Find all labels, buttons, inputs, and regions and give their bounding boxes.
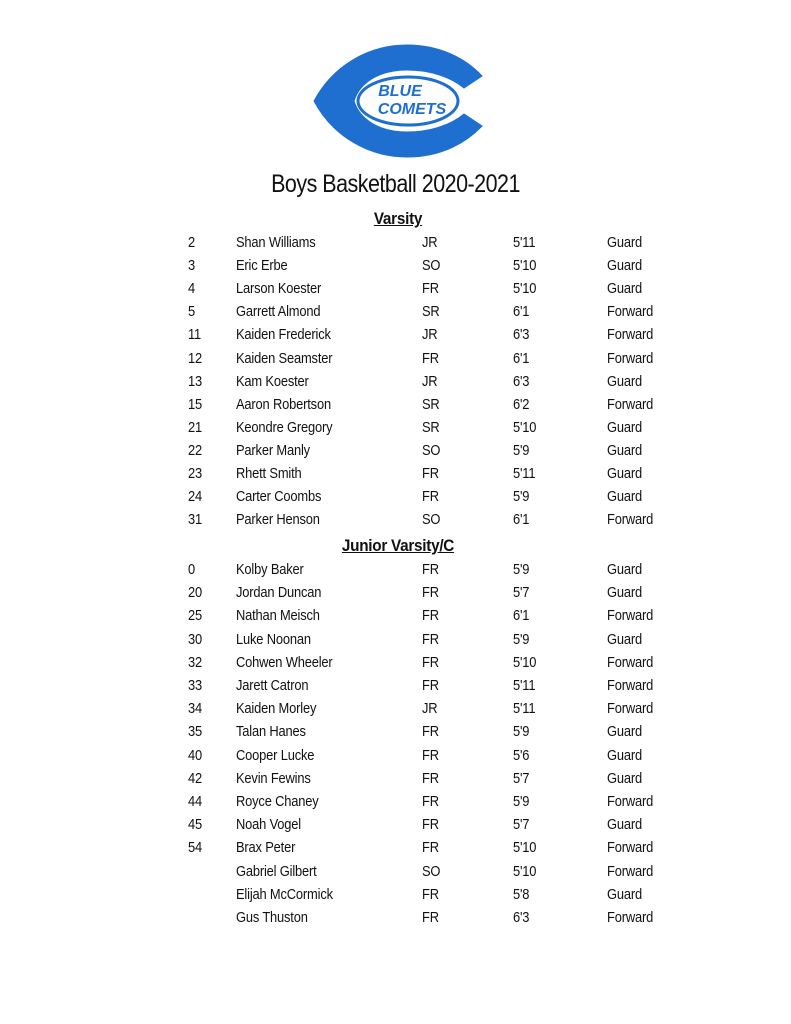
player-name: Shan Williams bbox=[236, 234, 316, 251]
player-class: FR bbox=[422, 909, 439, 926]
player-row bbox=[0, 770, 791, 792]
player-row bbox=[0, 631, 791, 653]
player-name: Kaiden Morley bbox=[236, 700, 317, 718]
player-name: Cohwen Wheeler bbox=[236, 653, 333, 671]
player-name: Luke Noonan bbox=[236, 630, 311, 648]
player-number: 31 bbox=[188, 511, 203, 529]
player-row bbox=[0, 488, 791, 510]
player-class: SR bbox=[422, 303, 440, 321]
player-height: 5'10 bbox=[513, 653, 537, 671]
player-height: 6'1 bbox=[513, 511, 530, 529]
player-class: JR bbox=[422, 234, 438, 251]
player-class: FR bbox=[422, 793, 439, 810]
player-class: FR bbox=[422, 816, 439, 834]
player-height: 5'11 bbox=[513, 234, 536, 251]
player-name: Kolby Baker bbox=[236, 561, 304, 578]
blue-comets-logo bbox=[312, 42, 490, 160]
player-position: Forward bbox=[607, 909, 654, 926]
player-name: Jordan Duncan bbox=[236, 584, 322, 602]
player-name: Royce Chaney bbox=[236, 793, 319, 810]
player-height: 5'9 bbox=[513, 561, 530, 578]
player-position: Guard bbox=[607, 584, 643, 602]
player-row bbox=[0, 511, 791, 533]
logo-text-line1: BLUE bbox=[378, 83, 422, 100]
player-height: 5'11 bbox=[513, 465, 536, 482]
player-row bbox=[0, 700, 791, 722]
player-number: 22 bbox=[188, 441, 203, 459]
player-class: SR bbox=[422, 395, 440, 413]
player-number: 54 bbox=[188, 839, 203, 857]
player-position: Guard bbox=[607, 372, 643, 390]
player-number: 11 bbox=[188, 326, 202, 344]
player-height: 5'11 bbox=[513, 700, 536, 718]
player-row bbox=[0, 350, 791, 372]
player-row bbox=[0, 396, 791, 418]
player-class: SO bbox=[422, 257, 441, 275]
player-class: FR bbox=[422, 885, 439, 903]
player-height: 5'9 bbox=[513, 488, 530, 506]
player-number: 32 bbox=[188, 653, 203, 671]
player-class: SO bbox=[422, 862, 441, 880]
player-number: 40 bbox=[188, 746, 203, 764]
player-height: 5'7 bbox=[513, 769, 530, 787]
player-number: 30 bbox=[188, 630, 203, 648]
player-number: 23 bbox=[188, 465, 203, 482]
player-position: Forward bbox=[607, 653, 654, 671]
player-name: Carter Coombs bbox=[236, 488, 322, 506]
player-position: Forward bbox=[607, 303, 654, 321]
player-number: 44 bbox=[188, 793, 203, 810]
player-height: 5'9 bbox=[513, 723, 530, 741]
player-height: 5'10 bbox=[513, 839, 537, 857]
player-class: JR bbox=[422, 326, 438, 344]
player-height: 5'8 bbox=[513, 885, 530, 903]
player-position: Guard bbox=[607, 816, 643, 834]
player-position: Guard bbox=[607, 769, 643, 787]
player-number: 24 bbox=[188, 488, 203, 506]
player-number: 12 bbox=[188, 349, 203, 367]
player-row bbox=[0, 816, 791, 838]
player-number: 35 bbox=[188, 723, 203, 741]
player-row bbox=[0, 909, 791, 931]
player-row bbox=[0, 607, 791, 629]
player-position: Forward bbox=[607, 607, 654, 625]
player-position: Forward bbox=[607, 862, 654, 880]
player-position: Guard bbox=[607, 441, 643, 459]
player-position: Forward bbox=[607, 839, 654, 857]
player-position: Guard bbox=[607, 234, 643, 251]
player-number: 21 bbox=[188, 418, 203, 436]
player-position: Forward bbox=[607, 511, 654, 529]
player-class: JR bbox=[422, 700, 438, 718]
player-position: Forward bbox=[607, 677, 654, 694]
player-row bbox=[0, 234, 791, 256]
player-number: 25 bbox=[188, 607, 203, 625]
player-class: FR bbox=[422, 677, 439, 694]
player-name: Jarett Catron bbox=[236, 677, 309, 694]
player-height: 5'10 bbox=[513, 257, 537, 275]
player-row bbox=[0, 257, 791, 279]
player-name: Parker Henson bbox=[236, 511, 320, 529]
player-height: 5'10 bbox=[513, 418, 537, 436]
player-number: 2 bbox=[188, 234, 196, 251]
player-row bbox=[0, 584, 791, 606]
player-position: Guard bbox=[607, 465, 643, 482]
player-position: Guard bbox=[607, 280, 643, 298]
player-position: Guard bbox=[607, 257, 643, 275]
player-height: 6'2 bbox=[513, 395, 530, 413]
player-position: Guard bbox=[607, 561, 643, 578]
player-name: Kam Koester bbox=[236, 372, 309, 390]
player-row bbox=[0, 326, 791, 348]
player-class: FR bbox=[422, 465, 439, 482]
player-height: 5'7 bbox=[513, 816, 530, 834]
player-name: Kaiden Frederick bbox=[236, 326, 331, 344]
player-name: Keondre Gregory bbox=[236, 418, 333, 436]
player-row bbox=[0, 465, 791, 487]
page-title: Boys Basketball 2020-2021 bbox=[271, 170, 520, 198]
player-class: SO bbox=[422, 511, 441, 529]
player-height: 6'3 bbox=[513, 909, 530, 926]
player-row bbox=[0, 863, 791, 885]
player-class: FR bbox=[422, 723, 439, 741]
player-class: FR bbox=[422, 488, 439, 506]
player-position: Forward bbox=[607, 395, 654, 413]
player-height: 5'6 bbox=[513, 746, 530, 764]
player-height: 6'3 bbox=[513, 326, 530, 344]
player-number: 5 bbox=[188, 303, 196, 321]
player-class: SR bbox=[422, 418, 440, 436]
player-number: 3 bbox=[188, 257, 196, 275]
player-row bbox=[0, 561, 791, 583]
player-class: FR bbox=[422, 839, 439, 857]
player-name: Talan Hanes bbox=[236, 723, 306, 741]
player-name: Gus Thuston bbox=[236, 909, 308, 926]
player-height: 6'1 bbox=[513, 607, 530, 625]
section-heading: Junior Varsity/C bbox=[341, 536, 455, 555]
player-height: 6'1 bbox=[513, 303, 530, 321]
player-position: Guard bbox=[607, 746, 643, 764]
player-number: 4 bbox=[188, 280, 196, 298]
player-class: FR bbox=[422, 746, 439, 764]
player-number: 45 bbox=[188, 816, 203, 834]
player-number: 42 bbox=[188, 769, 203, 787]
player-class: FR bbox=[422, 280, 439, 298]
player-name: Brax Peter bbox=[236, 839, 296, 857]
player-position: Guard bbox=[607, 488, 643, 506]
player-height: 5'9 bbox=[513, 630, 530, 648]
player-number: 0 bbox=[188, 561, 196, 578]
player-name: Larson Koester bbox=[236, 280, 322, 298]
player-height: 5'10 bbox=[513, 280, 537, 298]
player-class: FR bbox=[422, 561, 439, 578]
player-position: Guard bbox=[607, 885, 643, 903]
player-height: 5'9 bbox=[513, 793, 530, 810]
player-position: Forward bbox=[607, 793, 654, 810]
player-name: Cooper Lucke bbox=[236, 746, 315, 764]
player-height: 5'10 bbox=[513, 862, 537, 880]
player-number: 13 bbox=[188, 372, 203, 390]
player-row bbox=[0, 677, 791, 699]
player-position: Forward bbox=[607, 700, 654, 718]
section-heading: Varsity bbox=[373, 209, 423, 228]
player-row bbox=[0, 280, 791, 302]
player-name: Noah Vogel bbox=[236, 816, 301, 834]
player-row bbox=[0, 747, 791, 769]
player-row bbox=[0, 886, 791, 908]
player-class: FR bbox=[422, 630, 439, 648]
player-number: 33 bbox=[188, 677, 203, 694]
player-name: Rhett Smith bbox=[236, 465, 302, 482]
player-position: Forward bbox=[607, 349, 654, 367]
player-number: 15 bbox=[188, 395, 203, 413]
player-name: Aaron Robertson bbox=[236, 395, 331, 413]
player-row bbox=[0, 654, 791, 676]
player-class: FR bbox=[422, 584, 439, 602]
player-name: Gabriel Gilbert bbox=[236, 862, 317, 880]
player-position: Guard bbox=[607, 630, 643, 648]
player-name: Kaiden Seamster bbox=[236, 349, 333, 367]
player-row bbox=[0, 303, 791, 325]
player-height: 5'7 bbox=[513, 584, 530, 602]
player-row bbox=[0, 442, 791, 464]
player-class: JR bbox=[422, 372, 438, 390]
player-class: SO bbox=[422, 441, 441, 459]
player-name: Parker Manly bbox=[236, 441, 310, 459]
player-number: 34 bbox=[188, 700, 203, 718]
player-name: Nathan Meisch bbox=[236, 607, 320, 625]
player-height: 6'1 bbox=[513, 349, 530, 367]
logo-text-line2: COMETS bbox=[377, 101, 447, 118]
player-class: FR bbox=[422, 349, 439, 367]
player-name: Garrett Almond bbox=[236, 303, 321, 321]
player-row bbox=[0, 839, 791, 861]
player-position: Forward bbox=[607, 326, 654, 344]
player-position: Guard bbox=[607, 723, 643, 741]
player-class: FR bbox=[422, 607, 439, 625]
player-name: Elijah McCormick bbox=[236, 885, 333, 903]
player-class: FR bbox=[422, 769, 439, 787]
player-row bbox=[0, 723, 791, 745]
player-name: Kevin Fewins bbox=[236, 769, 311, 787]
player-row bbox=[0, 419, 791, 441]
player-height: 6'3 bbox=[513, 372, 530, 390]
player-position: Guard bbox=[607, 418, 643, 436]
player-name: Eric Erbe bbox=[236, 257, 288, 275]
player-height: 5'9 bbox=[513, 441, 530, 459]
player-row bbox=[0, 793, 791, 815]
player-row bbox=[0, 373, 791, 395]
player-class: FR bbox=[422, 653, 439, 671]
player-number: 20 bbox=[188, 584, 203, 602]
player-height: 5'11 bbox=[513, 677, 536, 694]
